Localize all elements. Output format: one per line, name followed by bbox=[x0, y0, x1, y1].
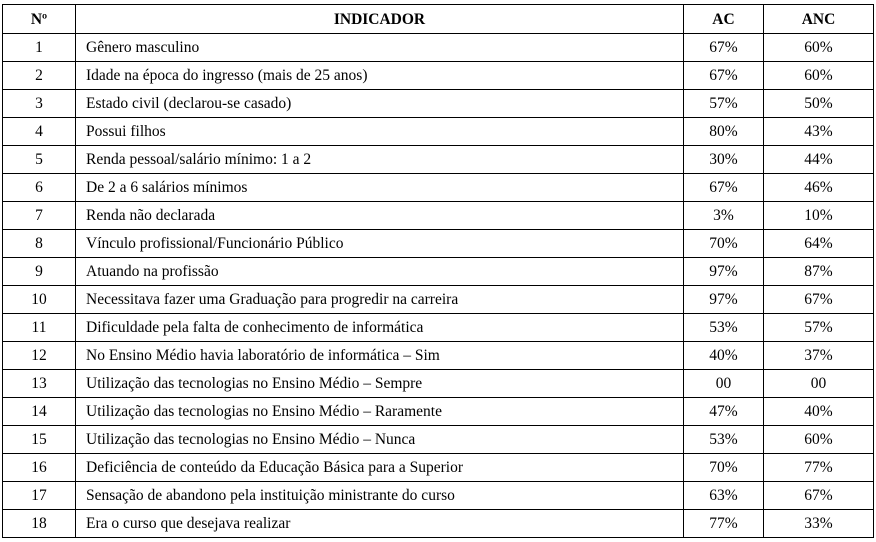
table-row bbox=[3, 62, 874, 90]
row-anc-value: 67% bbox=[764, 482, 874, 510]
row-number: 8 bbox=[3, 230, 76, 258]
row-ac-value: 80% bbox=[684, 118, 764, 146]
indicator-table bbox=[2, 4, 874, 538]
row-number: 5 bbox=[3, 146, 76, 174]
row-anc-value: 46% bbox=[764, 174, 874, 202]
row-number: 13 bbox=[3, 370, 76, 398]
row-number: 3 bbox=[3, 90, 76, 118]
row-anc-value: 33% bbox=[764, 510, 874, 538]
row-ac-value: 97% bbox=[684, 258, 764, 286]
row-ac-value: 53% bbox=[684, 426, 764, 454]
row-indicator: De 2 a 6 salários mínimos bbox=[76, 174, 684, 202]
table-row bbox=[3, 482, 874, 510]
row-anc-value: 67% bbox=[764, 286, 874, 314]
row-anc-value: 60% bbox=[764, 34, 874, 62]
row-indicator: Atuando na profissão bbox=[76, 258, 684, 286]
row-indicator: Utilização das tecnologias no Ensino Médio – Nunca bbox=[76, 426, 684, 454]
header-ac: AC bbox=[684, 5, 764, 34]
row-anc-value: 00 bbox=[764, 370, 874, 398]
row-number: 4 bbox=[3, 118, 76, 146]
table-row bbox=[3, 174, 874, 202]
row-ac-value: 47% bbox=[684, 398, 764, 426]
row-indicator: Renda não declarada bbox=[76, 202, 684, 230]
row-number: 2 bbox=[3, 62, 76, 90]
row-number: 16 bbox=[3, 454, 76, 482]
row-indicator: Gênero masculino bbox=[76, 34, 684, 62]
row-ac-value: 67% bbox=[684, 174, 764, 202]
table-row bbox=[3, 426, 874, 454]
row-indicator: Idade na época do ingresso (mais de 25 anos) bbox=[76, 62, 684, 90]
row-indicator: No Ensino Médio havia laboratório de informática – Sim bbox=[76, 342, 684, 370]
table-row bbox=[3, 230, 874, 258]
row-indicator: Utilização das tecnologias no Ensino Médio – Raramente bbox=[76, 398, 684, 426]
table-row bbox=[3, 118, 874, 146]
row-number: 9 bbox=[3, 258, 76, 286]
table-body bbox=[3, 34, 874, 538]
row-number: 7 bbox=[3, 202, 76, 230]
row-ac-value: 77% bbox=[684, 510, 764, 538]
row-ac-value: 3% bbox=[684, 202, 764, 230]
row-ac-value: 57% bbox=[684, 90, 764, 118]
row-anc-value: 60% bbox=[764, 62, 874, 90]
row-indicator: Sensação de abandono pela instituição ministrante do curso bbox=[76, 482, 684, 510]
row-ac-value: 30% bbox=[684, 146, 764, 174]
row-number: 12 bbox=[3, 342, 76, 370]
row-indicator: Era o curso que desejava realizar bbox=[76, 510, 684, 538]
row-anc-value: 57% bbox=[764, 314, 874, 342]
row-indicator: Necessitava fazer uma Graduação para progredir na carreira bbox=[76, 286, 684, 314]
row-anc-value: 37% bbox=[764, 342, 874, 370]
row-ac-value: 40% bbox=[684, 342, 764, 370]
table-row bbox=[3, 146, 874, 174]
row-ac-value: 70% bbox=[684, 454, 764, 482]
row-number: 15 bbox=[3, 426, 76, 454]
row-number: 6 bbox=[3, 174, 76, 202]
table-row bbox=[3, 510, 874, 538]
row-anc-value: 64% bbox=[764, 230, 874, 258]
row-anc-value: 50% bbox=[764, 90, 874, 118]
row-indicator: Deficiência de conteúdo da Educação Básica para a Superior bbox=[76, 454, 684, 482]
row-ac-value: 53% bbox=[684, 314, 764, 342]
header-number: Nº bbox=[3, 5, 76, 34]
row-anc-value: 60% bbox=[764, 426, 874, 454]
row-number: 10 bbox=[3, 286, 76, 314]
table-row bbox=[3, 286, 874, 314]
row-number: 17 bbox=[3, 482, 76, 510]
row-ac-value: 63% bbox=[684, 482, 764, 510]
row-anc-value: 77% bbox=[764, 454, 874, 482]
table-row bbox=[3, 90, 874, 118]
table-row bbox=[3, 398, 874, 426]
table-row bbox=[3, 314, 874, 342]
row-number: 1 bbox=[3, 34, 76, 62]
table-row bbox=[3, 258, 874, 286]
table-row bbox=[3, 34, 874, 62]
table-row bbox=[3, 454, 874, 482]
row-indicator: Possui filhos bbox=[76, 118, 684, 146]
row-anc-value: 10% bbox=[764, 202, 874, 230]
table-row bbox=[3, 342, 874, 370]
row-indicator: Utilização das tecnologias no Ensino Médio – Sempre bbox=[76, 370, 684, 398]
row-indicator: Estado civil (declarou-se casado) bbox=[76, 90, 684, 118]
row-ac-value: 00 bbox=[684, 370, 764, 398]
table-header-row bbox=[3, 5, 874, 34]
header-indicator: INDICADOR bbox=[76, 5, 684, 34]
row-ac-value: 67% bbox=[684, 34, 764, 62]
row-ac-value: 67% bbox=[684, 62, 764, 90]
row-ac-value: 97% bbox=[684, 286, 764, 314]
row-indicator: Dificuldade pela falta de conhecimento de informática bbox=[76, 314, 684, 342]
row-number: 18 bbox=[3, 510, 76, 538]
row-indicator: Renda pessoal/salário mínimo: 1 a 2 bbox=[76, 146, 684, 174]
row-number: 11 bbox=[3, 314, 76, 342]
row-number: 14 bbox=[3, 398, 76, 426]
row-anc-value: 87% bbox=[764, 258, 874, 286]
row-anc-value: 44% bbox=[764, 146, 874, 174]
table-row bbox=[3, 202, 874, 230]
row-anc-value: 40% bbox=[764, 398, 874, 426]
row-ac-value: 70% bbox=[684, 230, 764, 258]
row-anc-value: 43% bbox=[764, 118, 874, 146]
row-indicator: Vínculo profissional/Funcionário Público bbox=[76, 230, 684, 258]
table-row bbox=[3, 370, 874, 398]
header-anc: ANC bbox=[764, 5, 874, 34]
